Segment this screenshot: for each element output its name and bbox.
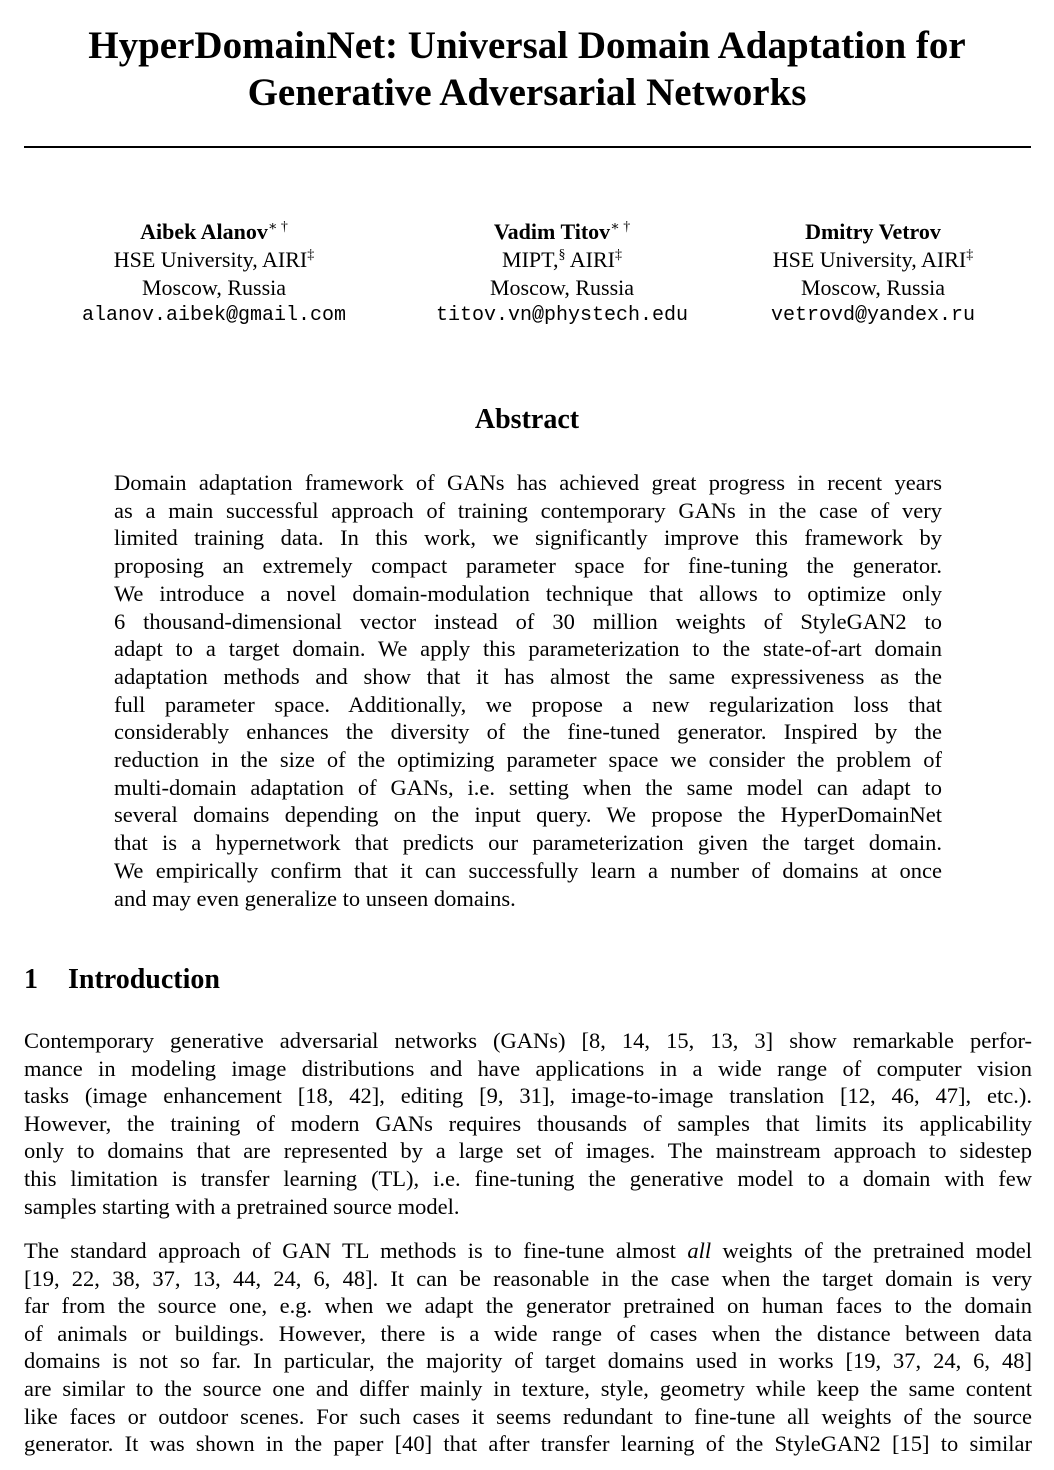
abstract-line: as a main successful approach of training contemporary GANs in the case of very [114, 497, 942, 523]
author-name: Vadim Titov∗ † [493, 219, 631, 244]
paper-title [0, 22, 1054, 116]
author-location: Moscow, Russia [141, 275, 287, 300]
paragraph-line: only to domains that are represented by a large set of images. The mainstream approach to sidestep [24, 1138, 1032, 1164]
title-line-1: HyperDomainNet: Universal Domain Adaptation for [88, 24, 966, 67]
abstract-line: and may even generalize to unseen domains. [114, 885, 516, 911]
paragraph-line: [19, 22, 38, 37, 13, 44, 24, 6, 48]. It can be reasonable in the case when the target domain is very [24, 1265, 1032, 1291]
author-location: Moscow, Russia [800, 275, 946, 300]
author-email: vetrovd@yandex.ru [770, 304, 976, 327]
paragraph-line: However, the training of modern GANs requires thousands of samples that limits its applicability [24, 1110, 1032, 1136]
paragraph-line: generator. It was shown in the paper [40] that after transfer learning of the StyleGAN2 [15] to similar [24, 1431, 1032, 1457]
author-affiliation: HSE University, AIRI‡ [113, 247, 315, 272]
abstract-line: limited training data. In this work, we significantly improve this framework by [114, 525, 942, 551]
author-titov [412, 218, 712, 330]
author-location: Moscow, Russia [489, 275, 635, 300]
abstract-line: several domains depending on the input query. We propose the HyperDomainNet [114, 802, 942, 828]
section-heading-introduction [24, 962, 220, 998]
abstract-line: Domain adaptation framework of GANs has achieved great progress in recent years [114, 470, 942, 495]
abstract-line: We empirically confirm that it can successfully learn a number of domains at once [114, 857, 942, 883]
paragraph-line: The standard approach of GAN TL methods is to fine-tune almost all weights of the pretrained model [24, 1238, 1032, 1263]
author-name: Aibek Alanov∗ † [140, 219, 288, 244]
author-marks: ∗ † [267, 219, 288, 235]
abstract-line: multi-domain adaptation of GANs, i.e. setting when the same model can adapt to [114, 774, 942, 800]
abstract-line: proposing an extremely compact parameter space for fine-tuning the generator. [114, 553, 942, 579]
paragraph-line: mance in modeling image distributions and have applications in a wide range of computer vision [24, 1055, 1032, 1081]
paragraph-line: tasks (image enhancement [18, 42], editing [9, 31], image-to-image translation [12, 46, 47], etc.). [24, 1083, 1032, 1109]
title-line-2: Generative Adversarial Networks [247, 71, 807, 114]
author-block [0, 218, 1054, 338]
author-marks: ∗ † [610, 219, 631, 235]
author-name: Dmitry Vetrov [805, 219, 941, 244]
abstract-text [114, 469, 942, 912]
section-number: 1 [24, 964, 38, 995]
abstract-line: reduction in the size of the optimizing parameter space we consider the problem of [114, 747, 942, 773]
emphasis-all: all [687, 1238, 712, 1263]
abstract-line: adaptation methods and show that it has almost the same expressiveness as the [114, 663, 942, 689]
abstract-line: that is a hypernetwork that predicts our parameterization given the target domain. [114, 830, 942, 856]
author-affiliation: MIPT,§ AIRI‡ [502, 247, 622, 272]
author-email: alanov.aibek@gmail.com [81, 304, 347, 327]
abstract-line: considerably enhances the diversity of the fine-tuned generator. Inspired by the [114, 719, 942, 745]
paragraph-line: of animals or buildings. However, there is a wide range of cases when the distance between data [24, 1320, 1032, 1346]
paragraph-line: far from the source one, e.g. when we adapt the generator pretrained on human faces to the domain [24, 1293, 1032, 1319]
author-email: titov.vn@phystech.edu [435, 304, 689, 327]
abstract-line: adapt to a target domain. We apply this parameterization to the state-of-art domain [114, 636, 942, 662]
title-divider [24, 146, 1031, 148]
section-title: Introduction [68, 964, 220, 995]
paragraph-line: this limitation is transfer learning (TL), i.e. fine-tuning the generative model to a domain with few [24, 1165, 1032, 1191]
paragraph-line: samples starting with a pretrained source model. [24, 1193, 460, 1219]
paragraph-line: like faces or outdoor scenes. For such cases it seems redundant to fine-tune all weights of the source [24, 1403, 1032, 1429]
paragraph-line: are similar to the source one and differ mainly in texture, style, geometry while keep the same content [24, 1375, 1032, 1401]
paragraph-line: Contemporary generative adversarial networks (GANs) [8, 14, 15, 13, 3] show remarkable perfor- [24, 1028, 1032, 1053]
intro-paragraph-1 [24, 1027, 1032, 1220]
author-vetrov [723, 218, 1023, 330]
abstract-heading: Abstract [474, 404, 580, 435]
abstract-line: full parameter space. Additionally, we propose a new regularization loss that [114, 691, 942, 717]
intro-paragraph-2 [24, 1237, 1032, 1458]
author-alanov [64, 218, 364, 330]
abstract-line: 6 thousand-dimensional vector instead of 30 million weights of StyleGAN2 to [114, 608, 942, 634]
abstract-line: We introduce a novel domain-modulation technique that allows to optimize only [114, 580, 942, 606]
author-affiliation: HSE University, AIRI‡ [772, 247, 974, 272]
paragraph-line: domains is not so far. In particular, the majority of target domains used in works [19, 37, 24, 6, 48] [24, 1348, 1032, 1374]
